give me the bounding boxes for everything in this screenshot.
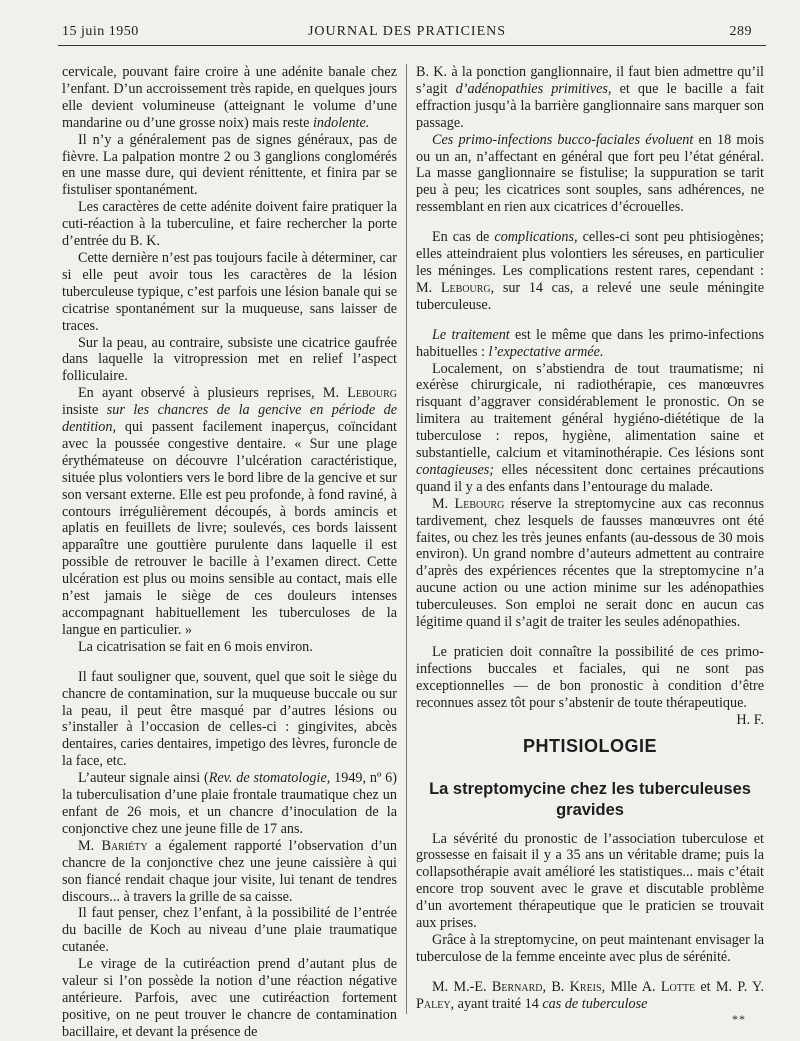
- author-name: Bariéty: [101, 837, 148, 854]
- header-rule: [58, 45, 766, 46]
- paragraph: Les caractères de cette adénite doivent faire pratiquer la cuti-réaction à la tuberculine, et faire rechercher la porte d’entrée du B. K.: [62, 199, 397, 250]
- paragraph: Le praticien doit connaître la possibilité de ces primo-infections buccales et faciales, qui ne sont pas exceptionnelles — de bon pronostic à condition d’être reconnues assez tôt pour s’abstenir de toute thérapeutique. H. F.: [416, 644, 764, 728]
- footer-mark: **: [732, 1012, 746, 1026]
- article-title: La streptomycine chez les tuberculeuses gravides: [429, 779, 751, 819]
- paragraph: Grâce à la streptomycine, on peut maintenant envisager la tuberculose de la femme enceinte avec plus de sérénité.: [416, 931, 764, 965]
- paragraph: Sur la peau, au contraire, subsiste une cicatrice gaufrée dans laquelle la vitropression met en relief l’aspect folliculaire.: [62, 334, 397, 385]
- right-column: [416, 64, 764, 1013]
- page-header: [62, 24, 752, 46]
- paragraph: En ayant observé à plusieurs reprises, M. Lebourg insiste sur les chancres de la gencive en période de dentition, qui passent facilement inaperçus, coïncidant avec la poussée congestive dentaire. « Sur une plage érythémateuse on découvre l’ulcération caractéristique, située plus volontiers vers le bord libre de la gencive et sur son versant externe. Elle est peu profonde, à fond raviné, à contours irrégulièrement découpés, à bords amincis et aplatis en feuillets de livre; soulevés, ces bords laissent apparaître une gouttière purulente dans laquelle il est possible de retrouver le bacille à l’examen direct. Cette ulcération est plus ou moins sensible au contact, mais elle n’est jamais le siège de ces douleurs intenses accompagnant habituellement les tuberculoses de la langue en particulier. »: [62, 385, 397, 638]
- paragraph: cervicale, pouvant faire croire à une adénite banale chez l’enfant. D’un accroissement très rapide, en quelques jours elle devient volumineuse (atteignant le volume d’une mandarine ou d’une grosse noix) mais reste indolente.: [62, 64, 397, 131]
- paragraph: M. Lebourg réserve la streptomycine aux cas reconnus tardivement, chez lesquels de fausses manœuvres ont été faites, ou chez les très jeunes enfants (au-dessous de 30 mois environ). Un grand nombre d’auteurs admettent au contraire d’après des expériences récentes que la streptomycine n’a aucune action ou une action minime sur les adénopathies tuberculeuses. Son emploi ne serait donc en aucun cas légitime quand il s’agit de traiter les seules adénopathies.: [416, 495, 764, 631]
- author-name: Lebourg: [454, 495, 505, 512]
- paragraph: Il n’y a généralement pas de signes généraux, pas de fièvre. La palpation montre 2 ou 3 ganglions conglomérés en une masse dure, qui devient rénittente, et finira par se fistuliser spontanément.: [62, 131, 397, 199]
- paragraph: B. K. à la ponction ganglionnaire, il faut bien admettre qu’il s’agit d’adénopathies primitives, et que le bacille a fait effraction jusqu’à la barrière ganglionnaire sans marquer son passage.: [416, 64, 764, 131]
- issue-date: 15 juin 1950: [62, 24, 139, 39]
- paragraph: En cas de complications, celles-ci sont peu phtisiogènes; elles atteindraient plus volontiers les séreuses, en particulier les méninges. Les complications restent rares, cependant : M. Lebourg, sur 14 cas, a relevé une seule méningite tuberculeuse.: [416, 229, 764, 313]
- paragraph: Le traitement est le même que dans les primo-infections habituelles : l’expectative armée.: [416, 326, 764, 360]
- paragraph: Cette dernière n’est pas toujours facile à déterminer, car si elle peut avoir tous les caractères de la lésion tuberculeuse typique, c’est parfois une lésion banale qui se cicatrise spontanément sur la muqueuse, sans laisser de traces.: [62, 249, 397, 334]
- left-column: [62, 64, 397, 1041]
- paragraph: La sévérité du pronostic de l’association tuberculose et grossesse en faisait il y a 35 ans un véritable drame; puis la collapsothérapie avait amélioré les statistiques... mais c’était encore trop souvent avec le grave et discutable problème d’un avortement thérapeutique que le praticien se trouvait aux prises.: [416, 830, 764, 932]
- author-name: Lebourg: [347, 385, 397, 402]
- paragraph: Localement, on s’abstiendra de tout traumatisme; ni exérèse chirurgicale, ni radiothérapie, ces manœuvres risquant d’aggraver considérablement le pronostic. On se limitera au traitement général hygiéno-diététique de la tuberculose : repos, hygiène, alimentation saine et substantielle, calcium et vitaminothérapie. Ces lésions sont contagieuses; elles nécessitent donc certaines précautions quand il y a des enfants dans l’entourage du malade.: [416, 360, 764, 495]
- column-divider: [406, 64, 407, 1014]
- section-title: PHTISIOLOGIE: [522, 735, 657, 756]
- paragraph: La cicatrisation se fait en 6 mois environ.: [78, 638, 313, 655]
- paragraph: M. Bariéty a également rapporté l’observation d’un chancre de la conjonctive chez une jeune caissière à qui son fiancé rendait chaque jour visite, lui tenant de tendres discours... à travers la grille de sa caisse.: [62, 837, 397, 905]
- paragraph: Il faut souligner que, souvent, quel que soit le siège du chancre de contamination, sur la muqueuse buccale ou sur la peau, il peut être masqué par d’autres lésions ou s’installer à l’occasion de celles-ci : gingivites, abcès dentaires, caries dentaires, impetigo des lèvres, furoncle de la face, etc.: [62, 668, 397, 770]
- paragraph: Le virage de la cutiréaction prend d’autant plus de valeur si l’on possède la notion d’une réaction négative antérieure. Parfois, avec une cutiréaction fortement positive, on ne peut trouver le chancre de contamination bacillaire, et devant la présence de: [62, 956, 397, 1040]
- author-name: Lebourg,: [440, 279, 495, 296]
- author-signature: H. F.: [736, 711, 764, 728]
- page-number: 289: [729, 24, 752, 39]
- journal-title: JOURNAL DES PRATICIENS: [307, 24, 507, 39]
- paragraph: Ces primo-infections bucco-faciales évoluent en 18 mois ou un an, n’affectant en général que fort peu l’état général. La masse ganglionnaire se fistulise; la suppuration se tarit peu à peu; les cicatrices sont souples, sans adhérences, ne ressemblant en rien aux cicatrices d’écrouelles.: [416, 131, 764, 216]
- paragraph: Il faut penser, chez l’enfant, à la possibilité de l’entrée du bacille de Koch au niveau d’une plaie traumatique cutanée.: [62, 905, 397, 956]
- paragraph: M. M.-E. Bernard, B. Kreis, Mlle A. Lotte et M. P. Y. Paley, ayant traité 14 cas de tuberculose: [416, 978, 765, 1012]
- paragraph: L’auteur signale ainsi (Rev. de stomatologie, 1949, nº 6) la tuberculisation d’une plaie frontale traumatique chez un enfant de 26 mois, et un chancre d’inoculation de la conjonctive chez une jeune fille de 17 ans.: [62, 770, 397, 837]
